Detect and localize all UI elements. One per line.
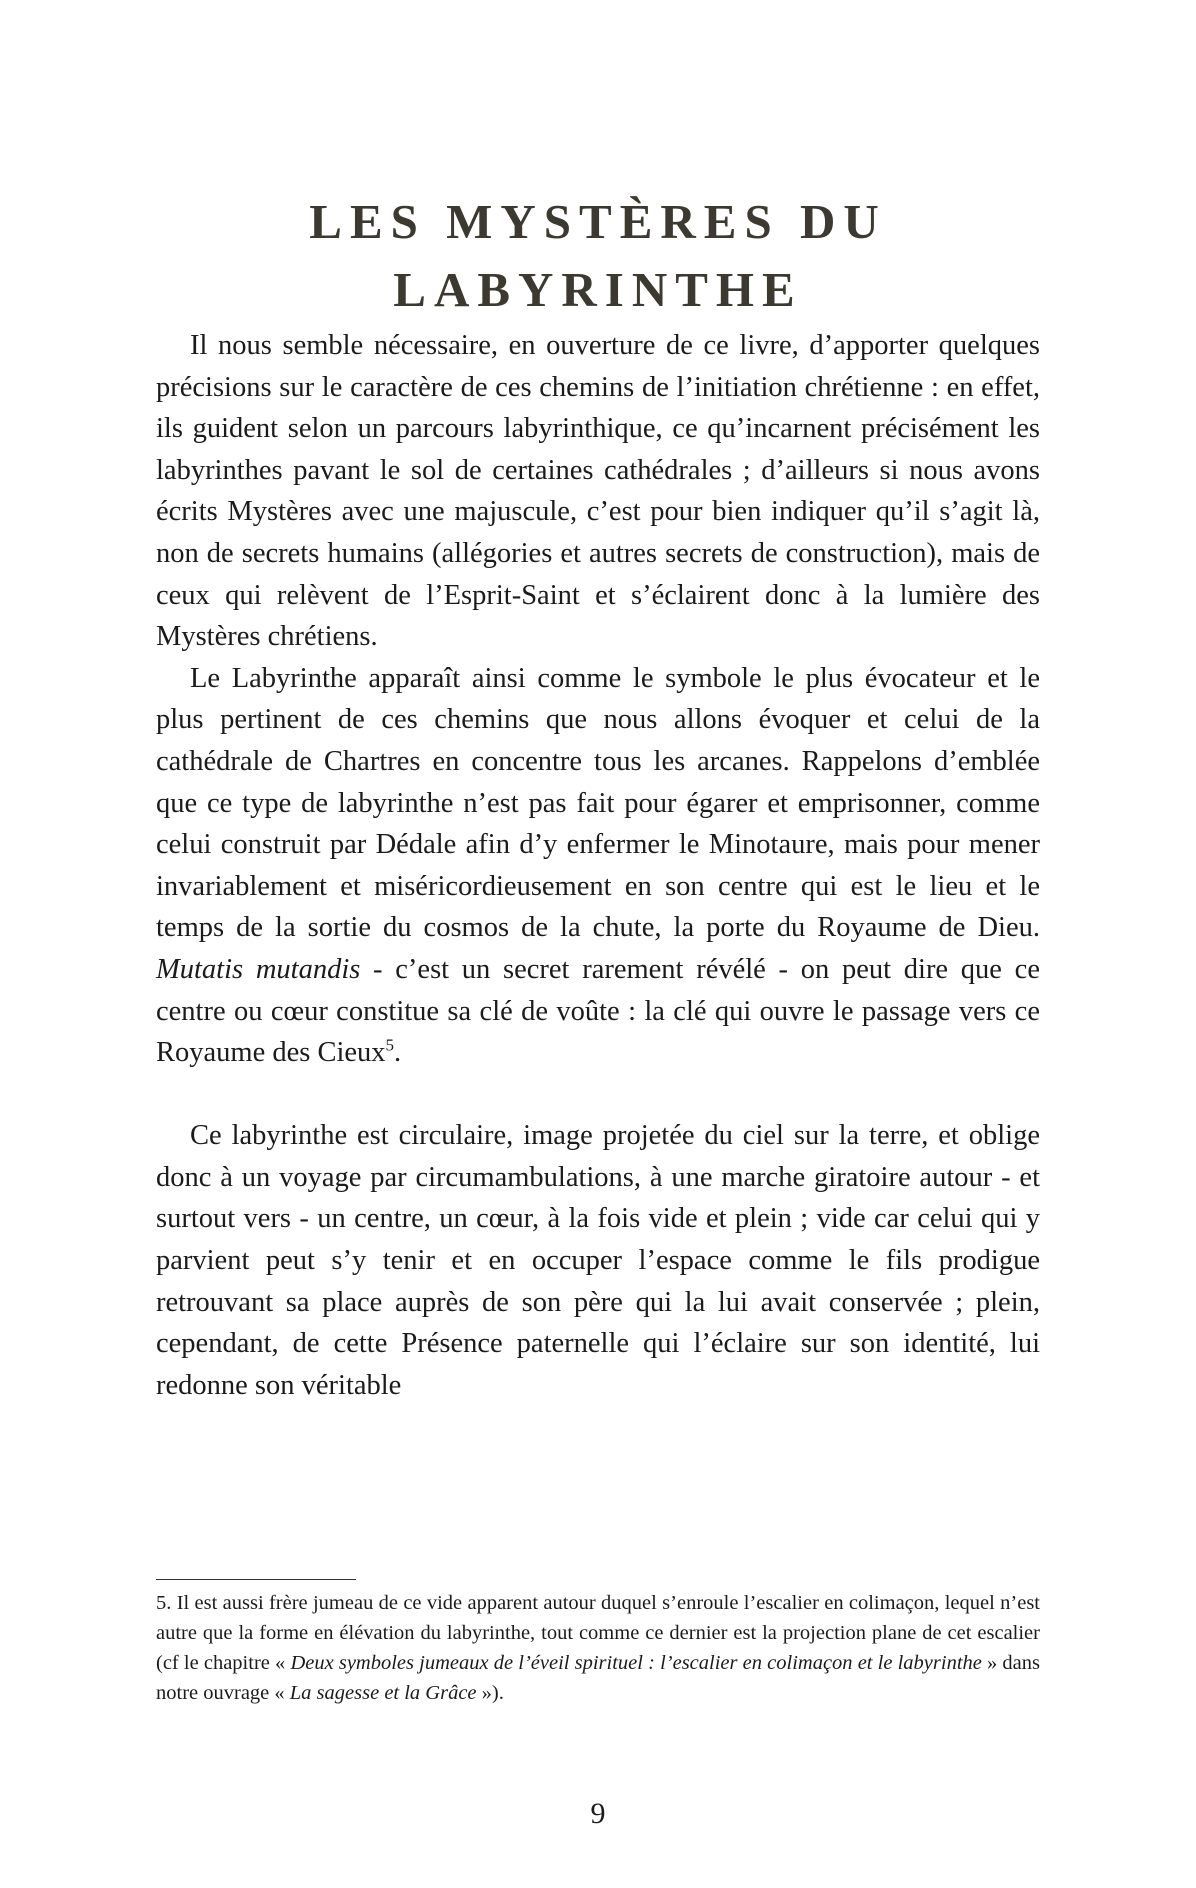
chapter-title (156, 188, 1040, 324)
body-text (156, 325, 1040, 1406)
footnote (156, 1588, 1040, 1708)
footnote-italic-1: Deux symboles jumeaux de l’éveil spirituel : l’escalier en colimaçon et le labyrinthe (290, 1652, 982, 1674)
footnote-italic-2: La sagesse et la Grâce (289, 1682, 477, 1704)
footnote-reference: 5 (385, 1035, 395, 1055)
footnote-text-3: »). (476, 1682, 504, 1704)
paragraph-2-final: . (394, 1037, 402, 1069)
paragraph-2-end: - c’est un secret rarement révélé - on peut dire que ce centre ou cœur constitue sa clé de voûte : la clé qui ouvre le passage vers ce Royaume des Cieux (156, 953, 1040, 1069)
paragraph-2 (156, 658, 1040, 1074)
paragraph-3: Ce labyrinthe est circulaire, image projetée du ciel sur la terre, et oblige donc à un voyage par circumambulations, à une marche giratoire autour - et surtout vers - un centre, un cœur, à la fois vide et plein ; vide car celui qui y parvient peut s’y tenir et en occuper l’espace comme le fils prodigue retrouvant sa place auprès de son père qui la lui avait conservée ; plein, cependant, de cette Présence paternelle qui l’éclaire sur son identité, lui redonne son véritable (156, 1120, 1040, 1401)
footnote-number: 5. (156, 1592, 172, 1614)
chapter-title-line-1: LES MYSTÈRES DU (309, 194, 887, 249)
paragraph-2-start: Le Labyrinthe apparaît ainsi comme le symbole le plus évocateur et le plus pertinent de ces chemins que nous allons évoquer et celui de la cathédrale de Chartres en concentre tous les arcanes. Rappelons d’emblée que ce type de labyrinthe n’est pas fait pour égarer et emprisonner, comme celui construit par Dédale afin d’y enfermer le Minotaure, mais pour mener invariablement et miséricordieusement en son centre qui est le lieu et le temps de la sortie du cosmos de la chute, la porte du Royaume de Dieu. (156, 662, 1040, 944)
footnote-divider (156, 1579, 356, 1580)
paragraph-1: Il nous semble nécessaire, en ouverture de ce livre, d’apporter quelques précisions sur le caractère de ces chemins de l’initiation chrétienne : en effet, ils guident selon un parcours labyrinthique, ce qu’incarnent précisément les labyrinthes pavant le sol de certaines cathédrales ; d’ailleurs si nous avons écrits Mystères avec une majuscule, c’est pour bien indiquer qu’il s’agit là, non de secrets humains (allégories et autres secrets de construction), mais de ceux qui relèvent de l’Esprit-Saint et s’éclairent donc à la lumière des Mystères chrétiens. (156, 330, 1040, 653)
page-number: 9 (590, 1797, 606, 1830)
paragraph-2-italic: Mutatis mutandis (156, 953, 361, 985)
chapter-title-line-2: LABYRINTHE (393, 262, 803, 317)
footnote-text-1: Il est aussi frère jumeau de ce vide apparent autour duquel s’enroule l’escalier en colimaçon, lequel n’est autre que la forme en élévation du labyrinthe, tout comme ce dernier est la projection plane de cet escalier (cf le chapitre « (156, 1592, 1040, 1674)
footnote-text-2: » dans notre ouvrage « (156, 1652, 1041, 1704)
